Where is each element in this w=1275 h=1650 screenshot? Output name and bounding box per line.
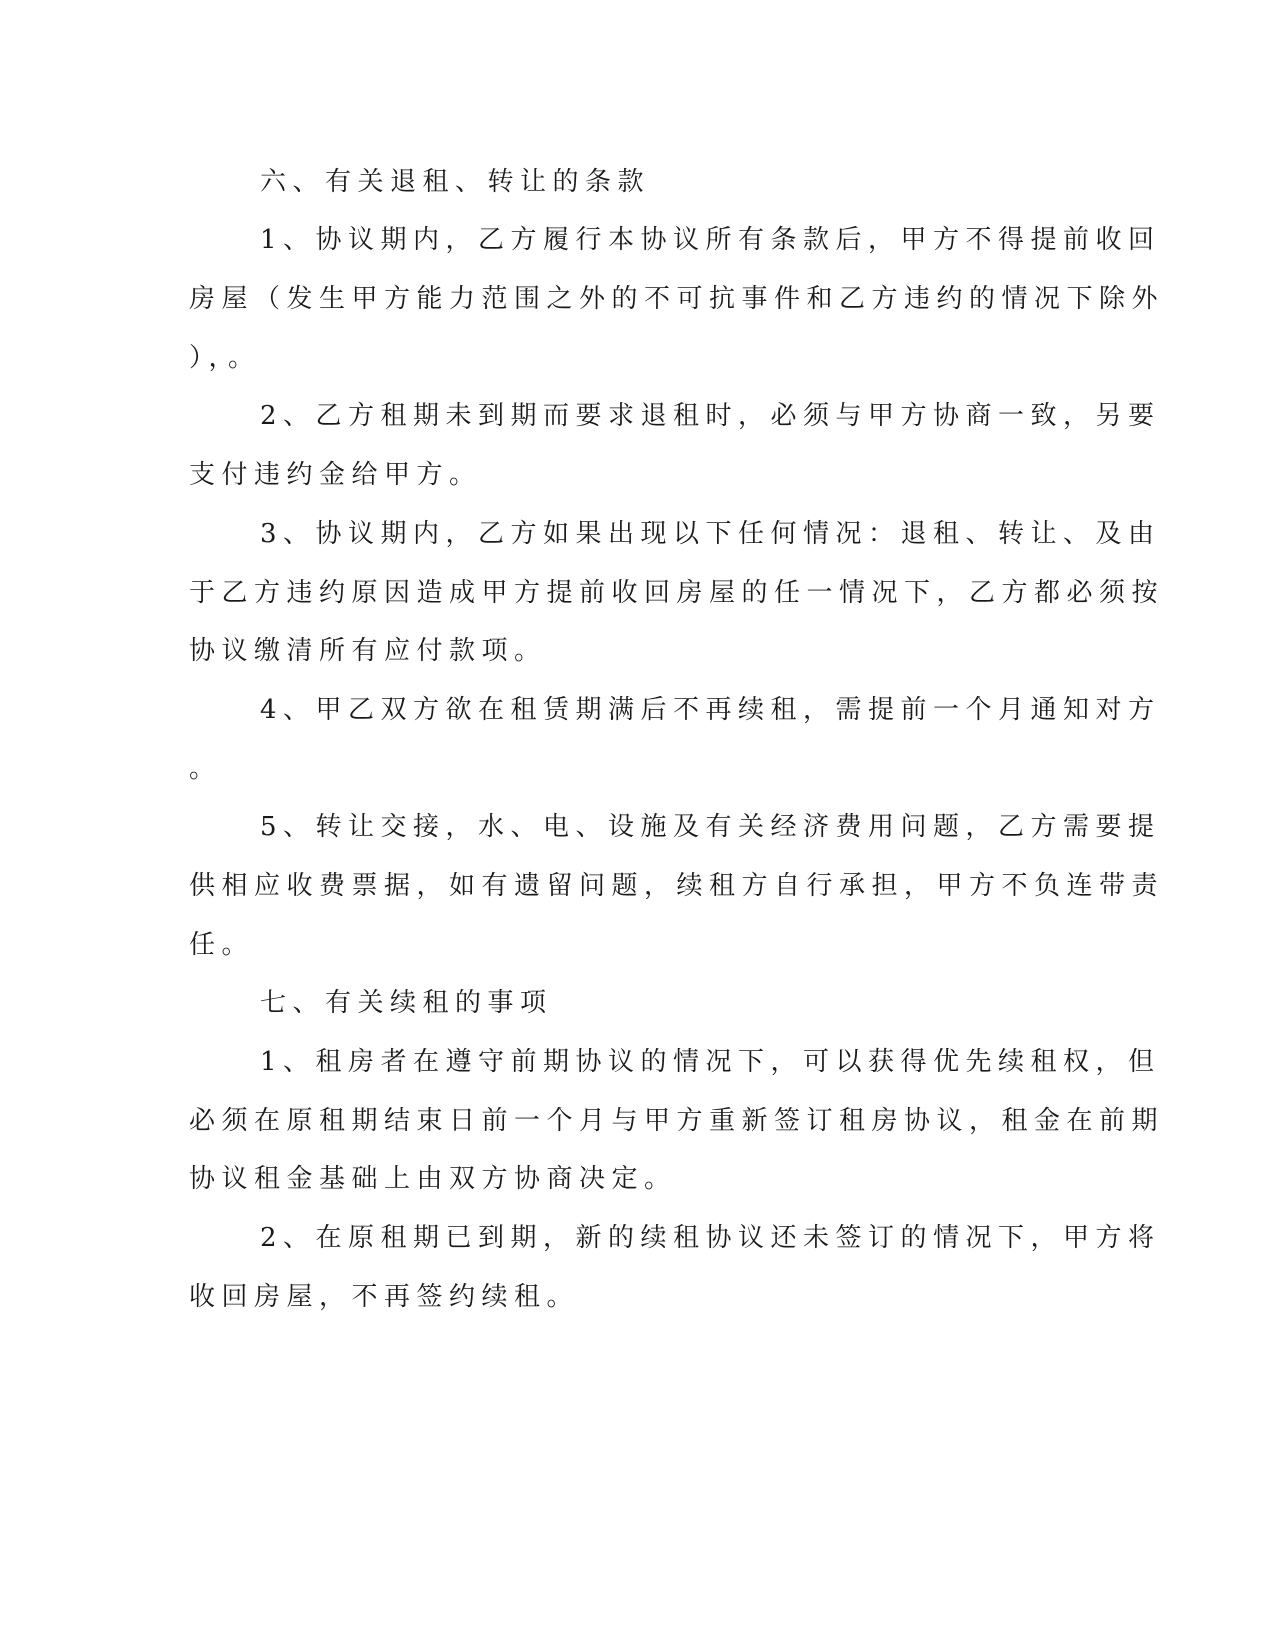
clause-6-4-line-2: 。 bbox=[189, 754, 222, 784]
section-7-heading: 七、有关续租的事项 bbox=[260, 988, 553, 1018]
clause-7-1-line-3: 协议租金基础上由双方协商决定。 bbox=[189, 1164, 677, 1194]
clause-6-4-line-1: 4、甲乙双方欲在租赁期满后不再续租，需提前一个月通知对方 bbox=[260, 695, 1161, 725]
clause-6-3-line-2: 于乙方违约原因造成甲方提前收回房屋的任一情况下，乙方都必须按 bbox=[189, 578, 1165, 608]
clause-7-1-line-2: 必须在原租期结束日前一个月与甲方重新签订租房协议，租金在前期 bbox=[189, 1106, 1165, 1136]
clause-6-2-line-1: 2、乙方租期未到期而要求退租时，必须与甲方协商一致，另要 bbox=[260, 401, 1161, 431]
clause-7-1-line-1: 1、租房者在遵守前期协议的情况下，可以获得优先续租权，但 bbox=[260, 1047, 1161, 1077]
clause-6-3-line-1: 3、协议期内，乙方如果出现以下任何情况：退租、转让、及由 bbox=[260, 519, 1161, 549]
clause-6-1-line-2: 房屋（发生甲方能力范围之外的不可抗事件和乙方违约的情况下除外 bbox=[189, 284, 1165, 314]
clause-6-3-line-3: 协议缴清所有应付款项。 bbox=[189, 636, 547, 666]
clause-6-5-line-1: 5、转让交接，水、电、设施及有关经济费用问题，乙方需要提 bbox=[260, 812, 1161, 842]
section-6-heading: 六、有关退租、转让的条款 bbox=[260, 167, 651, 197]
clause-6-5-line-3: 任。 bbox=[189, 930, 255, 960]
clause-6-5-line-2: 供相应收费票据，如有遗留问题，续租方自行承担，甲方不负连带责 bbox=[189, 871, 1165, 901]
clause-6-1-line-1: 1、协议期内，乙方履行本协议所有条款后，甲方不得提前收回 bbox=[260, 225, 1161, 255]
clause-6-2-line-2: 支付违约金给甲方。 bbox=[189, 460, 482, 490]
clause-7-2-line-1: 2、在原租期已到期，新的续租协议还未签订的情况下，甲方将 bbox=[260, 1223, 1161, 1253]
clause-6-1-line-3: ），。 bbox=[189, 343, 261, 373]
clause-7-2-line-2: 收回房屋，不再签约续租。 bbox=[189, 1282, 580, 1312]
